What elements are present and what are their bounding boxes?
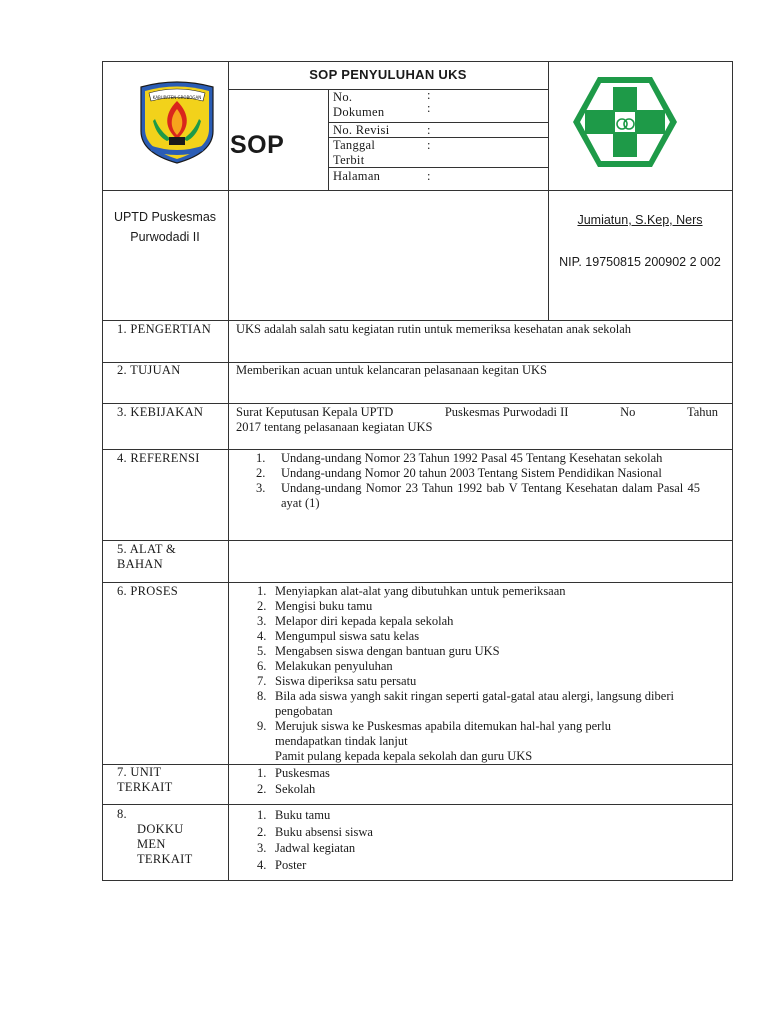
kebijakan-part-3: No xyxy=(620,405,636,419)
section-pengertian-text: UKS adalah salah satu kegiatan rutin untuk memeriksa kesehatan anak sekolah xyxy=(236,322,632,336)
list-item: 1. Menyiapkan alat-alat yang dibutuhkan untuk pemeriksaan xyxy=(257,584,566,598)
field-halaman-colon: : xyxy=(427,169,431,183)
section-proses-label: 6. PROSES xyxy=(117,584,179,598)
kebijakan-part-1: Surat Keputusan Kepala UPTD xyxy=(236,405,394,419)
document-title: SOP PENYULUHAN UKS xyxy=(309,67,467,82)
list-item: 3. Melapor diri kepada kepala sekolah xyxy=(257,614,454,628)
proses-trailing: Pamit pulang kepada kepala sekolah dan guru UKS xyxy=(275,749,533,763)
sop-label: SOP xyxy=(230,131,285,159)
unit-name xyxy=(102,207,228,247)
list-item: 2. Buku absensi siswa xyxy=(257,824,373,839)
field-no-dokumen-colon-2: : xyxy=(427,101,431,115)
field-tanggal-terbit-label: Tanggal Terbit xyxy=(333,138,376,167)
list-item: 2. Sekolah xyxy=(257,782,316,796)
list-item: 1. Undang-undang Nomor 23 Tahun 1992 Pasal 45 Tentang Kesehatan sekolah xyxy=(256,451,663,465)
section-alat-bahan-label: 5. ALAT & BAHAN xyxy=(117,542,177,571)
list-item: 4. Mengumpul siswa satu kelas xyxy=(257,629,420,643)
referensi-list xyxy=(256,451,700,511)
field-no-dokumen-label: No. Dokumen xyxy=(333,90,385,119)
right-logo xyxy=(571,74,679,170)
unit-name-line-2: Purwodadi II xyxy=(130,230,200,244)
regency-shield-emblem-icon xyxy=(135,79,219,165)
section-pengertian-label: 1. PENGERTIAN xyxy=(117,322,212,336)
unit-terkait-list xyxy=(257,765,330,797)
list-item: 2. Mengisi buku tamu xyxy=(257,599,373,613)
list-item: 3. Jadwal kegiatan xyxy=(257,841,356,855)
proses-list xyxy=(257,584,697,749)
left-logo xyxy=(135,79,219,165)
list-item: 1. Buku tamu xyxy=(257,808,331,822)
section-dokumen-terkait-label: 8. DOKKU MEN TERKAIT xyxy=(117,807,193,866)
list-item: 9. Merujuk siswa ke Puskesmas apabila ditemukan hal-hal yang perlu mendapatkan tindak lanjut xyxy=(257,719,612,748)
section-tujuan-label: 2. TUJUAN xyxy=(117,363,181,377)
list-item: 2. Undang-undang Nomor 20 tahun 2003 Tentang Sistem Pendidikan Nasional xyxy=(256,466,662,480)
list-item: 4. Poster xyxy=(257,857,307,872)
list-item: 6. Melakukan penyuluhan xyxy=(257,659,393,673)
section-kebijakan-label: 3. KEBIJAKAN xyxy=(117,405,204,419)
svg-text:KABUPATEN GROBOGAN: KABUPATEN GROBOGAN xyxy=(152,95,202,100)
kebijakan-part-2: Puskesmas Purwodadi II xyxy=(444,405,569,419)
field-no-revisi-label: No. Revisi xyxy=(333,123,390,137)
field-no-revisi-colon: : xyxy=(427,123,431,137)
section-kebijakan-text xyxy=(236,405,718,435)
list-item: 5. Mengabsen siswa dengan bantuan guru UKS xyxy=(257,644,500,658)
field-no-dokumen-colon: : xyxy=(427,88,431,102)
signatory-nip: NIP. 19750815 200902 2 002 xyxy=(559,255,721,269)
kebijakan-line-2: 2017 tentang pelasanaan kegiatan UKS xyxy=(236,420,433,434)
field-tanggal-terbit-colon: : xyxy=(427,138,431,152)
list-item: 7. Siswa diperiksa satu persatu xyxy=(257,674,417,688)
section-tujuan-text: Memberikan acuan untuk kelancaran pelasanaan kegitan UKS xyxy=(236,363,547,377)
puskesmas-hexagon-cross-icon xyxy=(571,74,679,170)
section-referensi-label: 4. REFERENSI xyxy=(117,451,200,465)
unit-name-line-1: UPTD Puskesmas xyxy=(113,210,217,224)
kebijakan-part-4: Tahun xyxy=(686,405,718,419)
field-halaman-label: Halaman xyxy=(333,169,381,183)
section-unit-terkait-label: 7. UNIT TERKAIT xyxy=(117,765,173,794)
list-item: 1. Puskesmas xyxy=(257,766,330,780)
list-item: 8. Bila ada siswa yangh sakit ringan seperti gatal-gatal atau alergi, langsung diberi pengobatan xyxy=(257,689,674,718)
dokumen-terkait-list xyxy=(257,807,373,873)
list-item: 3. Undang-undang Nomor 23 Tahun 1992 bab V Tentang Kesehatan dalam Pasal 45 ayat (1) xyxy=(256,481,700,510)
signatory-name: Jumiatun, S.Kep, Ners xyxy=(577,213,703,227)
